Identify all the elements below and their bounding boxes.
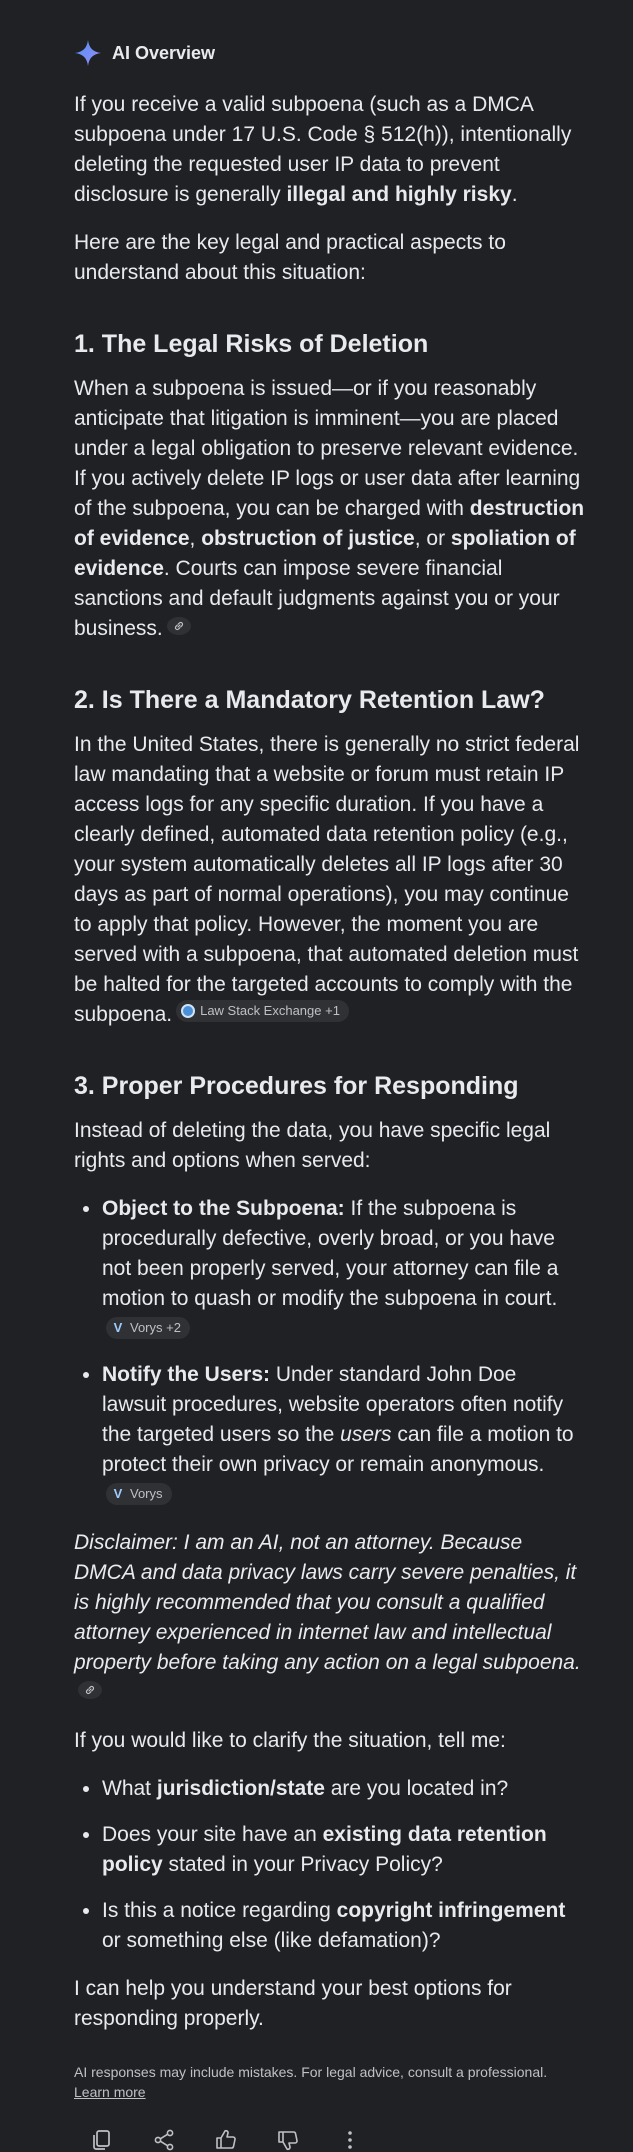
thumbs-up-icon[interactable]: [214, 2128, 238, 2152]
list-item: • What jurisdiction/state are you located in?: [102, 1774, 585, 1804]
share-icon[interactable]: [152, 2128, 176, 2152]
closing-text: I can help you understand your best options for responding properly.: [74, 1977, 512, 2030]
intro-paragraph-2: Here are the key legal and practical aspects to understand about this situation:: [74, 231, 506, 284]
intro-paragraph: If you receive a valid subpoena (such as a DMCA subpoena under 17 U.S. Code § 512(h)), intentionally deleting the requested user IP data to prevent disclosure is generally illegal and highly risky.: [74, 93, 572, 206]
vorys-favicon: V: [113, 1486, 123, 1501]
learn-more-link[interactable]: Learn more: [74, 2084, 146, 2100]
source-chip-vorys[interactable]: V Vorys: [106, 1483, 172, 1505]
link-icon: [173, 620, 185, 632]
list-item: • Object to the Subpoena: If the subpoena is procedurally defective, overly broad, or you have not been properly served, your attorney can file a motion to quash or modify the subpoena in court. V Vorys +2: [102, 1194, 585, 1344]
thumbs-down-icon[interactable]: [276, 2128, 300, 2152]
section-heading-legal-risks: 1. The Legal Risks of Deletion: [74, 330, 429, 358]
source-chip-vorys-plus[interactable]: V Vorys +2: [106, 1317, 190, 1339]
action-bar: [74, 2128, 585, 2152]
sparkle-icon: [74, 39, 102, 67]
law-stack-exchange-favicon: [181, 1004, 195, 1018]
clarify-lead: If you would like to clarify the situation, tell me:: [74, 1729, 506, 1752]
disclaimer-text: Disclaimer: I am an AI, not an attorney. Because DMCA and data privacy laws carry severe penalties, it is highly recommended that you consult a qualified attorney experienced in internet law and intellectual property before taking any action on a legal subpoena.: [74, 1528, 585, 1708]
ai-overview-title: AI Overview: [112, 42, 216, 63]
list-item: • Does your site have an existing data retention policy stated in your Privacy Policy?: [102, 1820, 585, 1880]
clarify-list: [74, 1774, 585, 1956]
section-heading-retention-law: 2. Is There a Mandatory Retention Law?: [74, 686, 545, 714]
list-item: • Is this a notice regarding copyright infringement or something else (like defamation)?: [102, 1896, 585, 1956]
section-heading-procedures: 3. Proper Procedures for Responding: [74, 1072, 519, 1100]
source-chip-law-stack-exchange[interactable]: Law Stack Exchange +1: [176, 1000, 349, 1022]
section-procedures-lead: Instead of deleting the data, you have specific legal rights and options when served:: [74, 1119, 551, 1172]
link-icon: [84, 1684, 96, 1696]
procedures-list: [74, 1194, 585, 1510]
footer-note: AI responses may include mistakes. For legal advice, consult a professional. Learn more: [74, 2064, 548, 2100]
section-retention-text: In the United States, there is generally no strict federal law mandating that a website or forum must retain IP access logs for any specific duration. If you have a clearly defined, automated data retention policy (e.g., your system automatically deletes all IP logs after 30 days as part of normal operations), you may continue to apply that policy. However, the moment you are served with a subpoena, that automated deletion must be halted for the targeted accounts to comply with the subpoena. Law Stack Exchange +1: [74, 733, 580, 1026]
vorys-favicon: V: [113, 1320, 123, 1335]
ai-overview-header: [74, 0, 585, 70]
source-link-button[interactable]: [78, 1681, 102, 1699]
copy-icon[interactable]: [90, 2128, 114, 2152]
source-link-button[interactable]: [167, 617, 191, 635]
more-vert-icon[interactable]: [338, 2128, 362, 2152]
section-legal-risks-text: When a subpoena is issued—or if you reasonably anticipate that litigation is imminent—you are placed under a legal obligation to preserve relevant evidence. If you actively delete IP logs or user data after learning of the subpoena, you can be charged with destruction of evidence, obstruction of justice, or spoliation of evidence. Courts can impose severe financial sanctions and default judgments against you or your business.: [74, 377, 585, 640]
list-item: • Notify the Users: Under standard John Doe lawsuit procedures, website operators often notify the targeted users so the users can file a motion to protect their own privacy or remain anonymous. V Vorys: [102, 1360, 585, 1510]
